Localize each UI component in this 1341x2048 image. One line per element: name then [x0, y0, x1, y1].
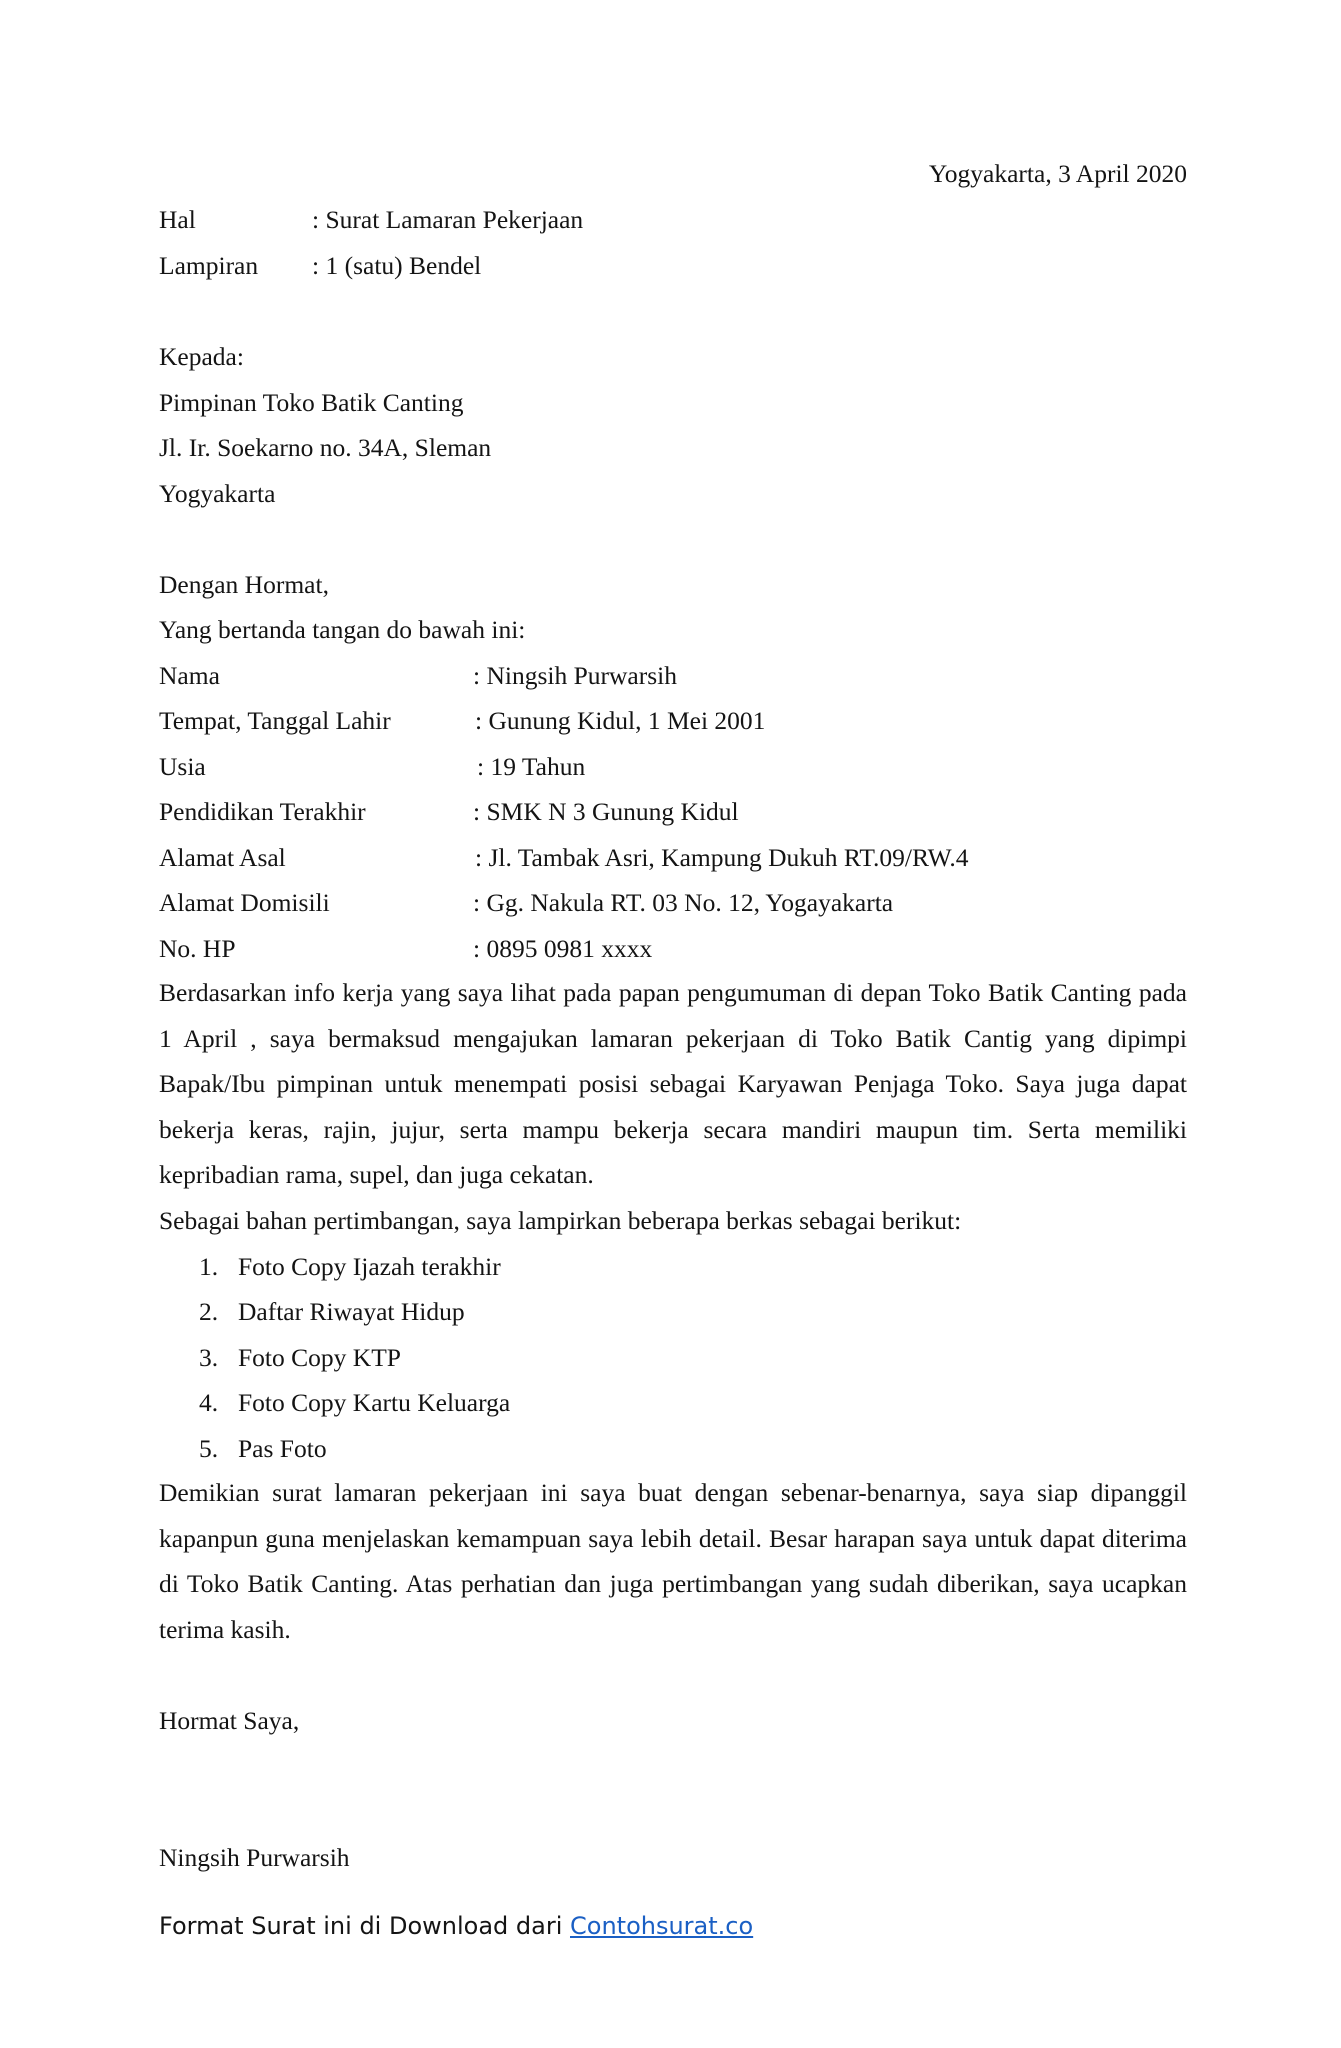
attachment-number: 4. — [199, 1388, 219, 1417]
download-footer — [159, 1914, 753, 1938]
closing-paragraph: Demikian surat lamaran pekerjaan ini saya buat dengan sebenar-benarnya, saya siap dipanggil kapanpun guna menjelaskan kemampuan saya lebih detail. Besar harapan saya untuk dapat diterima di Toko Batik Canting. Atas perhatian dan juga pertimbangan yang sudah diberikan, saya ucapkan terima kasih. — [159, 1478, 1187, 1644]
recipient-address: Jl. Ir. Soekarno no. 34A, Sleman — [159, 433, 492, 462]
attachment-item: Foto Copy Ijazah terakhir — [238, 1252, 501, 1281]
field-value-alamat-asal: : Jl. Tambak Asri, Kampung Dukuh RT.09/RW.4 — [475, 843, 969, 872]
field-value-alamat-domisili: : Gg. Nakula RT. 03 No. 12, Yogayakarta — [473, 888, 894, 917]
contohsurat-link[interactable]: Contohsurat.co — [570, 1912, 754, 1940]
attachment-item: Pas Foto — [238, 1434, 327, 1463]
intro-line: Yang bertanda tangan do bawah ini: — [159, 615, 526, 644]
recipient-intro: Kepada: — [159, 342, 244, 371]
header-label-lampiran: Lampiran — [159, 251, 259, 280]
field-label-ttl: Tempat, Tanggal Lahir — [159, 706, 391, 735]
field-value-ttl: : Gunung Kidul, 1 Mei 2001 — [475, 706, 766, 735]
attachment-item: Daftar Riwayat Hidup — [238, 1297, 465, 1326]
attachment-number: 5. — [199, 1434, 219, 1463]
field-value-no-hp: : 0895 0981 xxxx — [473, 934, 653, 963]
body-paragraph: Berdasarkan info kerja yang saya lihat pada papan pengumuman di depan Toko Batik Canting pada 1 April , saya bermaksud mengajukan lamaran pekerjaan di Toko Batik Cantig yang dipimpi Bapak/Ibu pimpinan untuk menempati posisi sebagai Karyawan Penjaga Toko. Saya juga dapat bekerja keras, rajin, jujur, serta mampu bekerja secara mandiri maupun tim. Serta memiliki kepribadian rama, supel, dan juga cekatan. — [159, 978, 1187, 1189]
signature-name: Ningsih Purwarsih — [159, 1843, 350, 1872]
place-date: Yogyakarta, 3 April 2020 — [928, 159, 1187, 188]
sign-off: Hormat Saya, — [159, 1706, 300, 1735]
attachment-number: 3. — [199, 1343, 219, 1372]
field-value-usia: : 19 Tahun — [477, 752, 586, 781]
attachment-number: 1. — [199, 1252, 219, 1281]
attachment-item: Foto Copy Kartu Keluarga — [238, 1388, 511, 1417]
greeting: Dengan Hormat, — [159, 570, 329, 599]
attachment-number: 2. — [199, 1297, 219, 1326]
header-value-lampiran: : 1 (satu) Bendel — [312, 251, 482, 280]
header-value-hal: : Surat Lamaran Pekerjaan — [312, 205, 584, 234]
field-label-pendidikan: Pendidikan Terakhir — [159, 797, 366, 826]
header-label-hal: Hal — [159, 205, 196, 234]
footer-text: Format Surat ini di Download dari — [159, 1912, 570, 1940]
field-value-pendidikan: : SMK N 3 Gunung Kidul — [473, 797, 739, 826]
field-label-alamat-domisili: Alamat Domisili — [159, 888, 330, 917]
attachments-intro: Sebagai bahan pertimbangan, saya lampirkan beberapa berkas sebagai berikut: — [159, 1206, 962, 1235]
field-label-alamat-asal: Alamat Asal — [159, 843, 286, 872]
field-label-nama: Nama — [159, 661, 220, 690]
recipient-name: Pimpinan Toko Batik Canting — [159, 388, 464, 417]
attachment-item: Foto Copy KTP — [238, 1343, 401, 1372]
recipient-city: Yogyakarta — [159, 479, 276, 508]
field-label-no-hp: No. HP — [159, 934, 236, 963]
field-label-usia: Usia — [159, 752, 206, 781]
field-value-nama: : Ningsih Purwarsih — [473, 661, 677, 690]
